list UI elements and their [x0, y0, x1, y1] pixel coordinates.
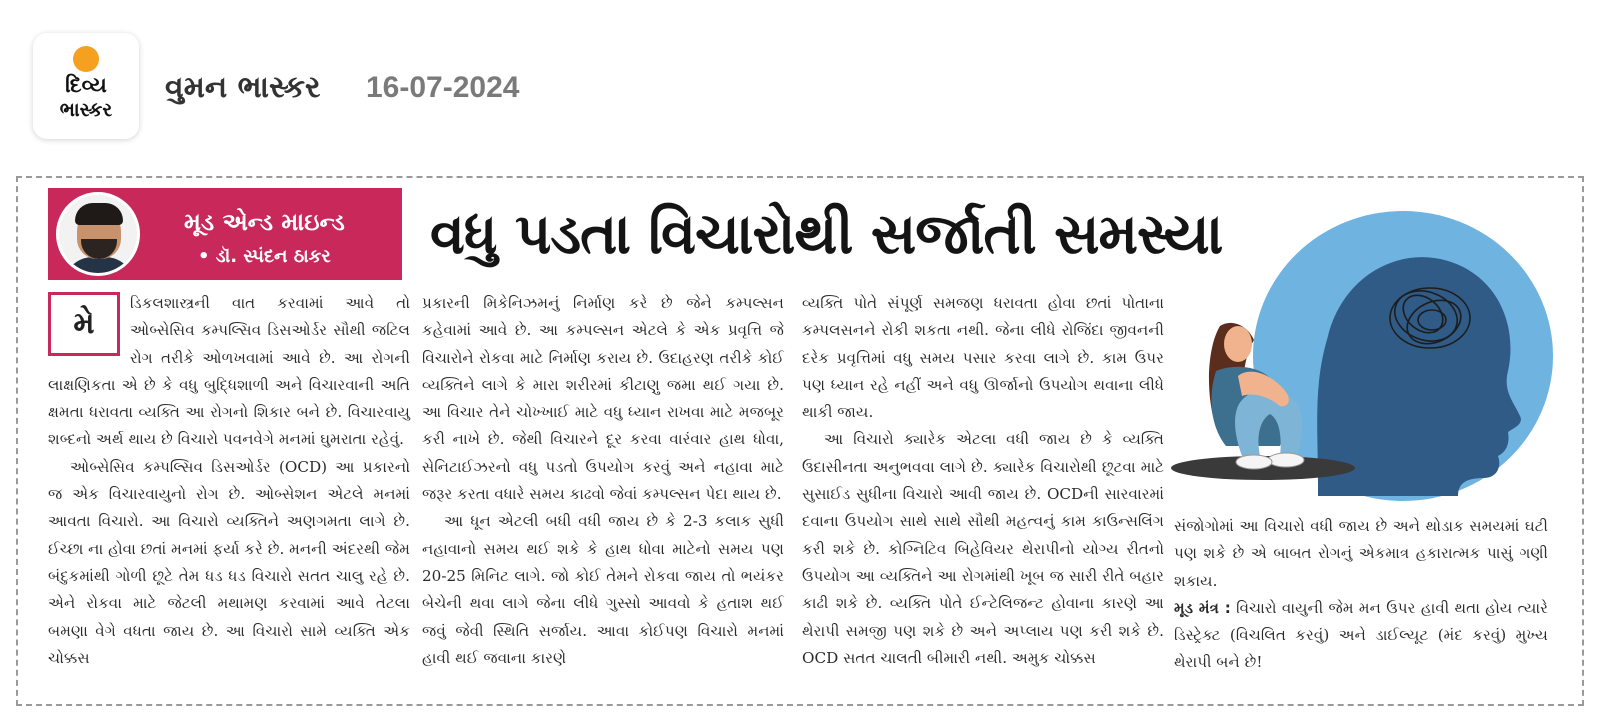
mood-mantra [1174, 595, 1548, 677]
column-name: મૂડ એન્ડ માઇન્ડ [184, 208, 345, 236]
article-column-3 [802, 290, 1164, 672]
paragraph: આ વિચારો ક્યારેક એટલા વધી જાય છે કે વ્યક્તિ ઉદાસીનતા અનુભવવા લાગે છે. ક્યારેક વિચારોથી છૂટવા માટે સુસાઈડ સુધીના વિચારો આવી જાય છે. OCDની સારવારમાં દવાના ઉપયોગ સાથે સાથે સૌથી મહત્વનું કામ કાઉન્સલિંગ કરી શકે છે. કોગ્નિટિવ બિહેવિયર થેરાપીનો યોગ્ય રીતનો ઉપયોગ આ વ્યક્તિને આ રોગમાંથી ખૂબ જ સારી રીતે બહાર કાઢી શકે છે. વ્યક્તિ પોતે ઈન્ટેલિજન્ટ હોવાના કારણે આ થેરાપી સમજી પણ શકે છે અને અપ્લાય પણ કરી શકે છે. OCD સતત ચાલતી બીમારી નથી. અમુક ચોક્કસ [802, 430, 1164, 667]
logo-sun-icon [73, 46, 99, 72]
paragraph-text: ડિકલશાસ્ત્રની વાત કરવામાં આવે તો ઓબ્સેસિવ કમ્પલ્સિવ ડિસઓર્ડર સૌથી જટિલ રોગ તરીકે ઓળખવામાં આવે છે. આ રોગની લાક્ષણિકતા એ છે કે વધુ બુદ્ધિશાળી અને વિચારવાની અતિ ક્ષમતા ધરાવતા વ્યક્તિ આ રોગનો શિકાર બને છે. વિચારવાયુ શબ્દનો અર્થ થાય છે વિચારો પવનવેગે મનમાં ઘુમરાતા રહેવું. [48, 294, 410, 449]
paragraph: પ્રકારની મિકેનિઝમનું નિર્માણ કરે છે જેને કમ્પલ્સન કહેવામાં આવે છે. આ કમ્પલ્સન એટલે કે એક પ્રવૃત્તિ જે વિચારોને રોકવા માટે નિર્માણ કરાય છે. ઉદાહરણ તરીકે કોઈ વ્યક્તિને લાગે કે મારા શરીરમાં કીટાણુ જમા થઈ ગયા છે. આ વિચાર તેને ચોખ્ખાઈ માટે વધુ ધ્યાન રાખવા માટે મજબૂર કરી નાખે છે. જેથી વિચારને દૂર કરવા વારંવાર હાથ ધોવા, સેનિટાઈઝરનો વધુ પડતો ઉપયોગ કરવું અને નહાવા માટે જરૂર કરતા વધારે સમય કાઢવો જેવાં કમ્પલ્સન પેદા થાય છે. [422, 294, 784, 504]
logo-text-line2: ભાસ્કર [59, 99, 113, 121]
column-author: • ડૉ. સ્પંદન ઠાકર [198, 246, 331, 267]
paragraph: વ્યક્તિ પોતે સંપૂર્ણ સમજણ ધરાવતા હોવા છતાં પોતાના કમ્પલસનને રોકી શકતા નથી. જેના લીધે રોજિંદા જીવનની દરેક પ્રવૃત્તિમાં વધુ સમય પસાર કરવા લાગે છે. કામ ઉપર પણ ધ્યાન રહે નહીં અને વધુ ઊર્જાનો ઉપયોગ થવાના લીધે થાકી જાય. [802, 294, 1164, 422]
mood-mantra-label: મૂડ મંત્ર : [1174, 598, 1231, 617]
mood-mantra-text: વિચારો વાયુની જેમ મન ઉપર હાવી થતા હોય ત્યારે ડિસ્ટ્રેક્ટ (વિચલિત કરવું) અને ડાઈલ્યૂટ (મંદ કરવું) મુખ્ય થેરાપી બને છે! [1174, 598, 1548, 672]
paragraph: સંજોગોમાં આ વિચારો વધી જાય છે અને થોડાક સમયમાં ઘટી પણ શકે છે એ બાબત રોગનું એકમાત્ર હકારાત્મક પાસું ગણી શકાય. [1174, 517, 1548, 590]
publication-date: 16-07-2024 [366, 71, 520, 104]
publication-title: વુમન ભાસ્કર [165, 70, 321, 105]
article-headline: વધુ પડતા વિચારોથી સર્જાતી સમસ્યા [430, 202, 1223, 267]
author-avatar [56, 192, 140, 276]
logo-text-line1: દિવ્ય [65, 73, 107, 97]
newspaper-clipping [16, 176, 1584, 706]
article-column-1 [48, 290, 410, 672]
article-column-4 [1174, 513, 1548, 677]
paragraph [48, 290, 410, 454]
divya-bhaskar-logo[interactable] [33, 33, 139, 139]
column-banner [48, 188, 402, 280]
drop-cap: મે [48, 292, 120, 356]
paragraph: આ ધૂન એટલી બધી વધી જાય છે કે 2-3 કલાક સુધી નહાવાનો સમય થઈ શકે કે હાથ ધોવા માટેનો સમય પણ 20-25 મિનિટ લાગે. જો કોઈ તેમને રોકવા જાય તો ભયંકર બેચેની થવા લાગે જેના લીધે ગુસ્સો આવવો કે હતાશ થઈ જવું જેવી સ્થિતિ સર્જાય. આવા કોઈપણ વિચારો મનમાં હાવી થઈ જવાના કારણે [422, 512, 784, 667]
article-column-2 [422, 290, 784, 672]
stressed-woman-illustration [1168, 206, 1558, 506]
paragraph: ઓબ્સેસિવ કમ્પલ્સિવ ડિસઓર્ડર (OCD) આ પ્રકારનો જ એક વિચારવાયુનો રોગ છે. ઓબ્સેશન એટલે મનમાં આવતા વિચારો. આ વિચારો વ્યક્તિને અણગમતા લાગે છે. ઈચ્છા ના હોવા છતાં મનમાં ફર્યા કરે છે. મનની અંદરથી જેમ બંદુકમાંથી ગોળી છૂટે તેમ ધડ ધડ વિચારો સતત ચાલુ રહે છે. એને રોકવા માટે જેટલી મથામણ કરવામાં આવે તેટલા બમણા વેગે વધતા જાય છે. આ વિચારો સામે વ્યક્તિ એક ચોક્કસ [48, 457, 410, 667]
